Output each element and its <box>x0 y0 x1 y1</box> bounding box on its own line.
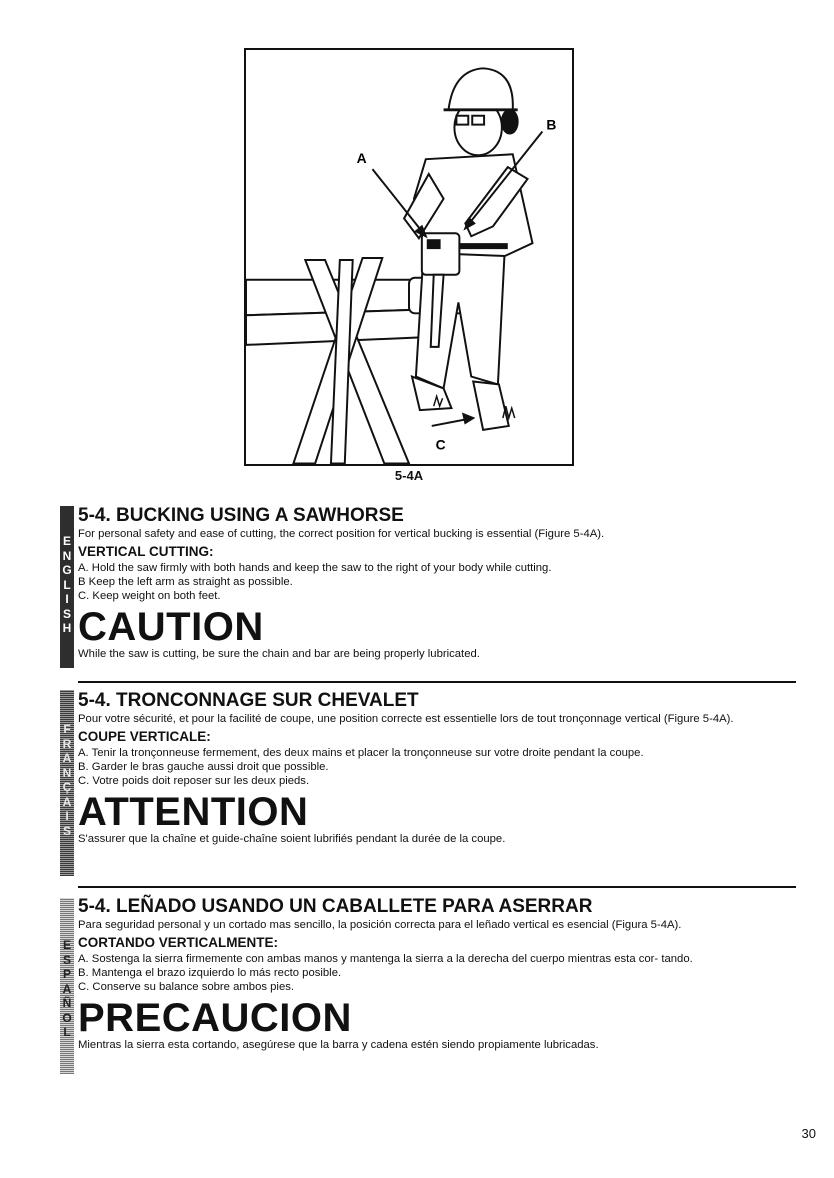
precaucion-text: Mientras la sierra esta cortando, asegúrese que la barra y cadena estén siendo propiamente lubricadas. <box>78 1039 599 1051</box>
language-tab-label: E S P A Ñ O L <box>62 938 72 1039</box>
sawhorse-bucking-illustration <box>246 50 572 464</box>
label-a: A <box>356 150 367 167</box>
language-tab-spanish <box>60 898 74 1074</box>
language-tab-french <box>60 690 74 876</box>
instruction-item: A. Sostenga la sierra firmemente con ambas manos y mantenga la sierra a la derecha del cuerpo mientras esta cor- tando. <box>78 953 693 965</box>
attention-text: S'assurer que la chaîne et guide-chaîne soient lubrifiés pendant la durée de la coupe. <box>78 833 506 845</box>
instruction-item: C. Keep weight on both feet. <box>78 590 221 602</box>
section-intro: Para seguridad personal y un cortado mas sencillo, la posición correcta para el leñado vertical es esencial (Figura 5-4A). <box>78 919 682 931</box>
section-intro: Pour votre sécurité, et pour la facilité de coupe, une position correcte est essentielle lors de tout tronçonnage vertical (Figure 5-4A). <box>78 713 734 725</box>
label-b: B <box>546 116 557 133</box>
precaucion-heading: PRECAUCION <box>78 996 352 1040</box>
section-subtitle: VERTICAL CUTTING: <box>78 544 214 559</box>
illustration-frame <box>244 48 574 466</box>
section-title: 5-4. TRONCONNAGE SUR CHEVALET <box>78 690 419 711</box>
section-subtitle: CORTANDO VERTICALMENTE: <box>78 935 278 950</box>
french-section <box>78 690 798 846</box>
instruction-item: C. Votre poids doit reposer sur les deux pieds. <box>78 775 310 787</box>
language-tab-english <box>60 506 74 668</box>
instruction-item: A. Hold the saw firmly with both hands and keep the saw to the right of your body while cutting. <box>78 562 552 574</box>
english-section <box>78 505 798 661</box>
section-title: 5-4. LEÑADO USANDO UN CABALLETE PARA ASERRAR <box>78 896 593 917</box>
instruction-item: B. Mantenga el brazo izquierdo lo más recto posible. <box>78 967 342 979</box>
instruction-item: B. Garder le bras gauche aussi droit que possible. <box>78 761 329 773</box>
caution-heading: CAUTION <box>78 605 264 649</box>
figure-caption: 5-4A <box>394 468 424 483</box>
instruction-item: B Keep the left arm as straight as possible. <box>78 576 293 588</box>
language-tab-label: F R A N Ç A I S <box>62 722 72 838</box>
section-subtitle: COUPE VERTICALE: <box>78 729 211 744</box>
section-title: 5-4. BUCKING USING A SAWHORSE <box>78 505 404 526</box>
section-divider <box>78 886 796 888</box>
label-c: C <box>435 436 446 453</box>
caution-text: While the saw is cutting, be sure the chain and bar are being properly lubricated. <box>78 648 480 660</box>
instruction-item: C. Conserve su balance sobre ambos pies. <box>78 981 295 993</box>
page-number: 30 <box>801 1126 816 1141</box>
spanish-section <box>78 896 798 1052</box>
language-tab-label: E N G L I S H <box>62 534 72 635</box>
section-divider <box>78 681 796 683</box>
section-intro: For personal safety and ease of cutting, the correct position for vertical bucking is essential (Figure 5-4A). <box>78 528 605 540</box>
instruction-item: A. Tenir la tronçonneuse fermement, des deux mains et placer la tronçonneuse sur votre droite pendant la coupe. <box>78 747 644 759</box>
attention-heading: ATTENTION <box>78 790 309 834</box>
